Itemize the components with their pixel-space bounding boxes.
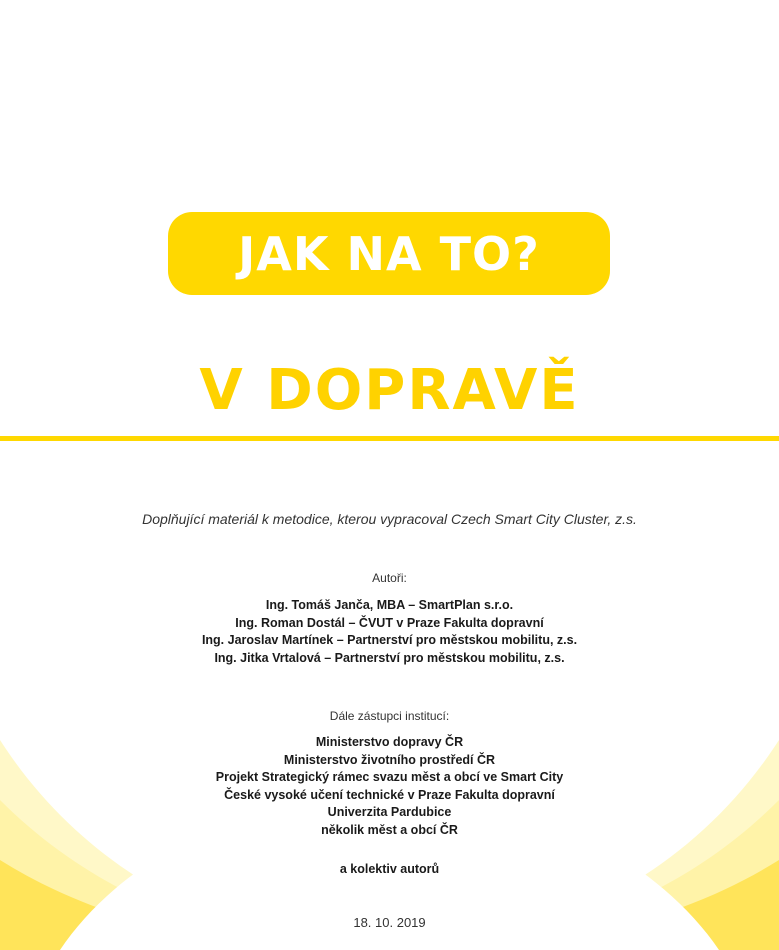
collective-authors: a kolektiv autorů bbox=[339, 862, 440, 876]
divider-line bbox=[0, 436, 779, 441]
author-item: Ing. Roman Dostál – ČVUT v Praze Fakulta dopravní bbox=[235, 615, 544, 630]
publication-date: 18. 10. 2019 bbox=[353, 915, 426, 930]
institution-item: České vysoké učení technické v Praze Fakulta dopravní bbox=[224, 787, 555, 802]
authors-label: Autoři: bbox=[372, 571, 407, 585]
intro-text: Doplňující materiál k metodice, kterou vypracoval Czech Smart City Cluster, z.s. bbox=[142, 511, 637, 527]
main-title: JAK NA TO? bbox=[238, 226, 540, 281]
institution-item: Univerzita Pardubice bbox=[327, 805, 452, 819]
author-item: Ing. Jaroslav Martínek – Partnerství pro městskou mobilitu, z.s. bbox=[201, 633, 578, 647]
institutions-list bbox=[0, 734, 779, 839]
title-pill bbox=[168, 212, 610, 295]
institution-item: Ministerstvo životního prostředí ČR bbox=[283, 752, 496, 767]
subtitle: V DOPRAVĚ bbox=[199, 358, 580, 423]
author-item: Ing. Jitka Vrtalová – Partnerství pro městskou mobilitu, z.s. bbox=[214, 650, 565, 665]
institution-item: Ministerstvo dopravy ČR bbox=[315, 735, 464, 749]
institution-item: několik měst a obcí ČR bbox=[321, 822, 458, 837]
author-item: Ing. Tomáš Janča, MBA – SmartPlan s.r.o. bbox=[265, 598, 514, 612]
institution-item: Projekt Strategický rámec svazu měst a obcí ve Smart City bbox=[215, 770, 564, 784]
authors-list bbox=[0, 597, 779, 667]
institutions-label: Dále zástupci institucí: bbox=[329, 709, 450, 723]
